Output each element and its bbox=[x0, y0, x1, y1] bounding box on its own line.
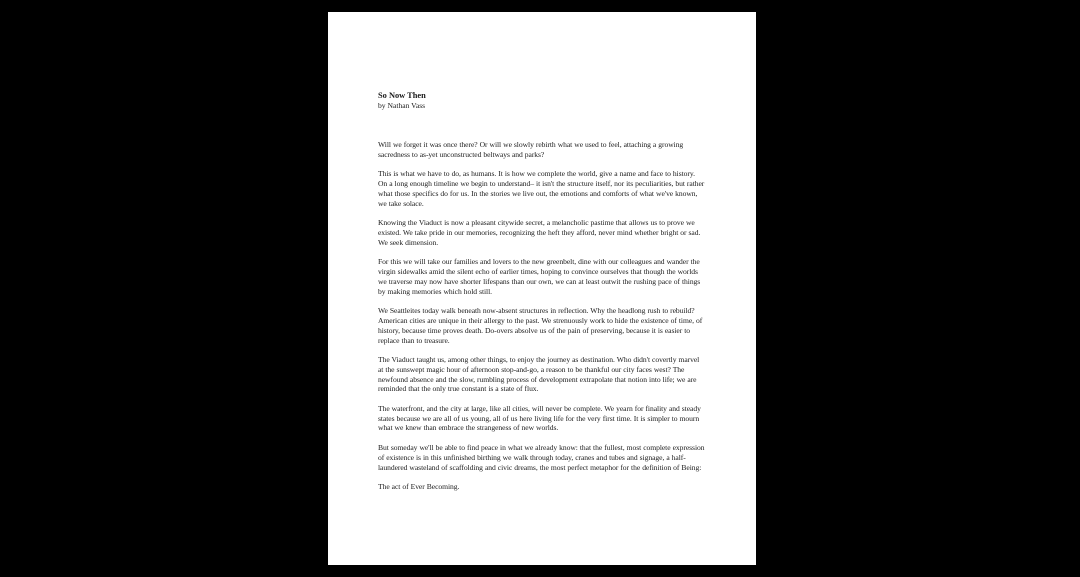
paragraph: We Seattleites today walk beneath now-absent structures in reflection. Why the headlong rush to rebuild? American cities are unique in their allergy to the past. We strenuously work to hide the existence of time, of history, because time proves death. Do-overs absolve us of the pain of preserving, because it is easier to replace than to treasure. bbox=[378, 306, 703, 345]
document-page bbox=[328, 12, 756, 565]
document-title: So Now Then bbox=[378, 91, 426, 100]
document-body bbox=[378, 140, 706, 492]
paragraph: The waterfront, and the city at large, like all cities, will never be complete. We yearn for finality and steady states because we are all of us young, all of us here living life for the very first time. It is simpler to mourn what we knew than embrace the strangeness of new worlds. bbox=[378, 403, 701, 433]
paragraph: This is what we have to do, as humans. It is how we complete the world, give a name and face to history. On a long enough timeline we begin to understand– it isn't the structure itself, nor its peculiarities, but rather what those specifics do for us. In the stories we live out, the emotions and comforts of what we've known, we take solace. bbox=[378, 169, 705, 208]
paragraph: The Viaduct taught us, among other things, to enjoy the journey as destination. Who didn't covertly marvel at the sunswept magic hour of afternoon stop-and-go, a reason to be thankful our city faces west? The newfound absence and the slow, rumbling process of development extrapolate that notion into life; we are reminded that the only true constant is a state of flux. bbox=[378, 354, 700, 394]
paragraph: But someday we'll be able to find peace in what we already know: that the fullest, most complete expression of existence is in this unfinished birthing we walk through today, cranes and tubes and signage, a half-laundered wasteland of scaffolding and civic dreams, the most perfect metaphor for the definition of Being: bbox=[378, 442, 705, 472]
paragraph: Knowing the Viaduct is now a pleasant citywide secret, a melancholic pastime that allows us to prove we existed. We take pride in our memories, recognizing the heft they afford, never mind whether bright or sad. We seek dimension. bbox=[378, 218, 701, 247]
paragraph: Will we forget it was once there? Or will we slowly rebirth what we used to feel, attaching a growing sacredness to as-yet unconstructed beltways and parks? bbox=[378, 140, 684, 159]
paragraph-closing: The act of Ever Becoming. bbox=[378, 482, 460, 492]
paragraph: For this we will take our families and lovers to the new greenbelt, dine with our colleagues and wander the virgin sidewalks amid the silent echo of earlier times, hoping to convince ourselves that though the worlds we traverse may now have shorter lifespans than our own, we can at least outwit the rushing pace of things by making memories which hold still. bbox=[378, 257, 701, 296]
document-byline: by Nathan Vass bbox=[378, 101, 426, 110]
